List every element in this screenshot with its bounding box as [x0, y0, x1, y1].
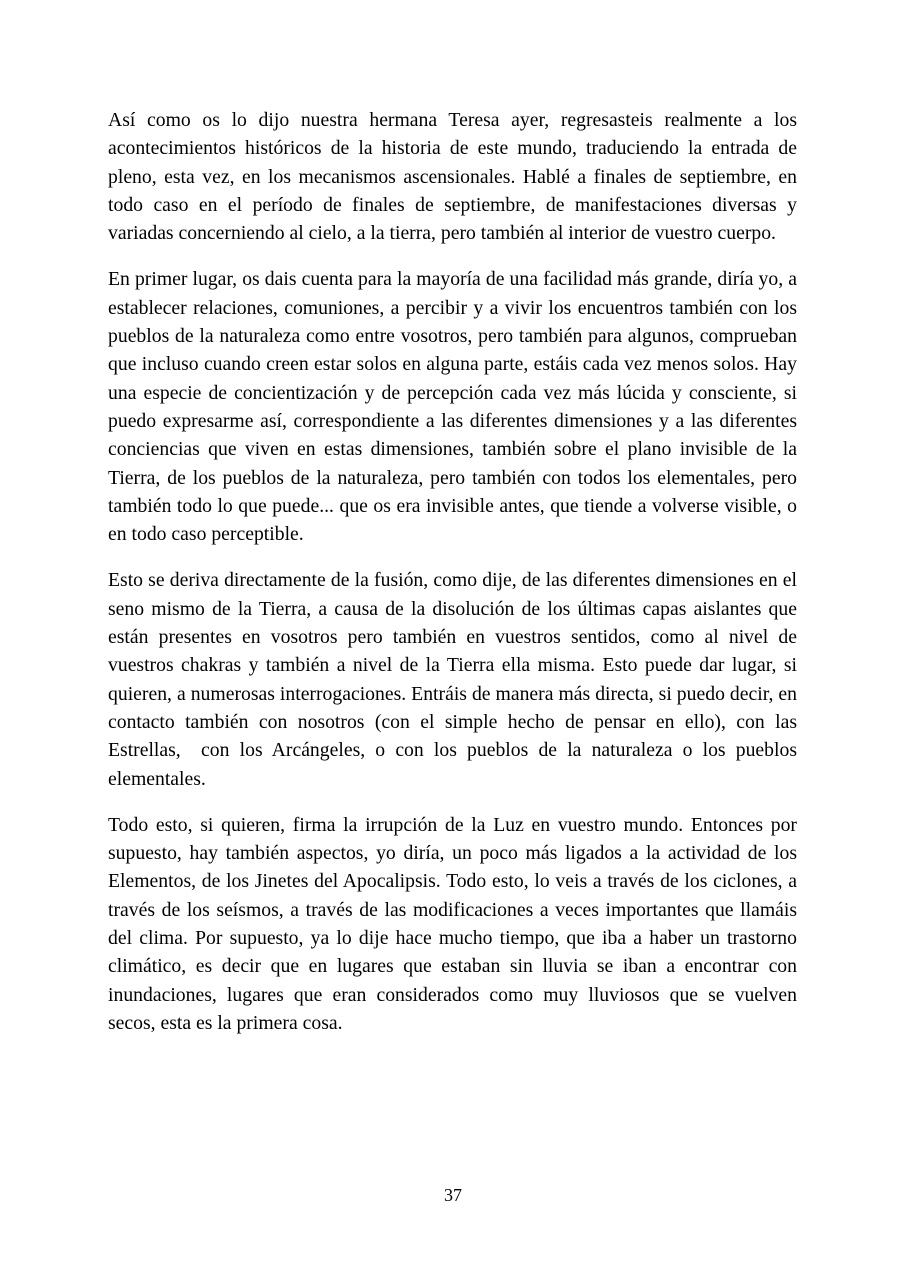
paragraph-1: Así como os lo dijo nuestra hermana Teresa ayer, regresasteis realmente a los acontecimientos históricos de la historia de este mundo, traduciendo la entrada de pleno, esta vez, en los mecanismos ascensionales. Hablé a finales de septiembre, en todo caso en el período de finales de septiembre, de manifestaciones diversas y variadas concerniendo al cielo, a la tierra, pero también al interior de vuestro cuerpo. — [108, 109, 802, 245]
page-number: 37 — [444, 1185, 462, 1205]
paragraph-2: En primer lugar, os dais cuenta para la mayoría de una facilidad más grande, diría yo, a establecer relaciones, comuniones, a percibir y a vivir los encuentros también con los pueblos de la naturaleza como entre vosotros, pero también para algunos, comprueban que incluso cuando creen estar solos en alguna parte, estáis cada vez menos solos. Hay una especie de concientización y de percepción cada vez más lúcida y consciente, si puedo expresarme así, correspondiente a las diferentes dimensiones y a las diferentes conciencias que viven en estas dimensiones, también sobre el plano invisible de la Tierra, de los pueblos de la naturaleza, pero también con todos los elementales, pero también todo lo que puede... que os era invisible antes, que tiende a volverse visible, o en todo caso perceptible. — [108, 268, 802, 546]
paragraph-4: Todo esto, si quieren, firma la irrupción de la Luz en vuestro mundo. Entonces por supuesto, hay también aspectos, yo diría, un poco más ligados a la actividad de los Elementos, de los Jinetes del Apocalipsis. Todo esto, lo veis a través de los ciclones, a través de los seísmos, a través de las modificaciones a veces importantes que llamáis del clima. Por supuesto, ya lo dije hace mucho tiempo, que iba a haber un trastorno climático, es decir que en lugares que estaban sin lluvia se iban a encontrar con inundaciones, lugares que eran considerados como muy lluviosos que se vuelven secos, esta es la primera cosa. — [108, 813, 802, 1034]
body-text — [108, 106, 802, 1055]
paragraph-3: Esto se deriva directamente de la fusión, como dije, de las diferentes dimensiones en el seno mismo de la Tierra, a causa de la disolución de los últimas capas aislantes que están presentes en vosotros pero también en vuestros sentidos, como al nivel de vuestros chakras y también a nivel de la Tierra ella misma. Esto puede dar lugar, si quieren, a numerosas interrogaciones. Entráis de manera más directa, si puedo decir, en contacto también con nosotros (con el simple hecho de pensar en ello), con las Estrellas, con los Arcángeles, o con los pueblos de la naturaleza o los pueblos elementales. — [108, 569, 802, 790]
